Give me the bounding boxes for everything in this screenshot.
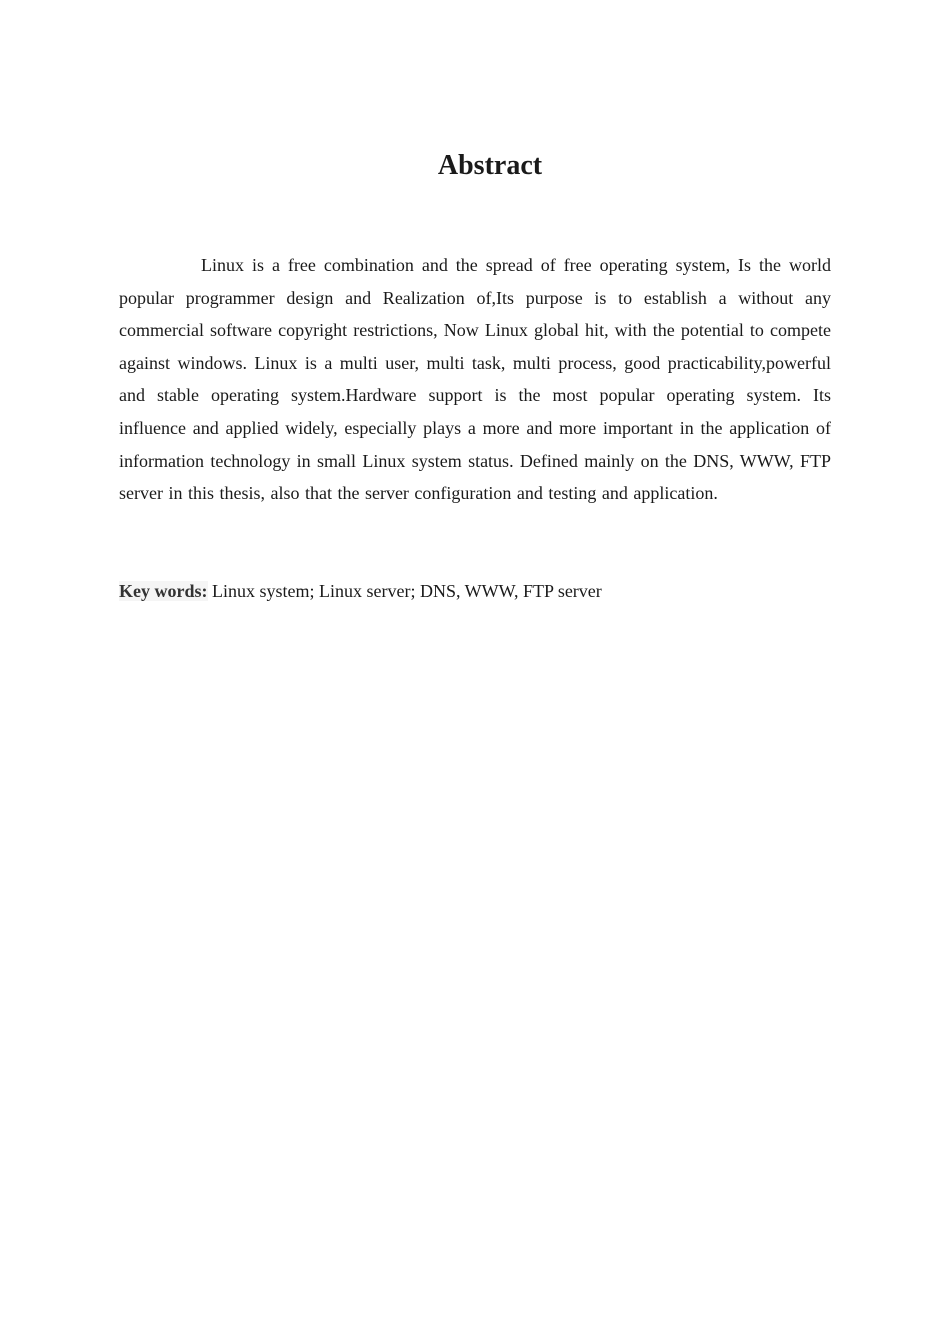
keywords-text: Linux system; Linux server; DNS, WWW, FTP server <box>207 581 602 601</box>
abstract-paragraph: Linux is a free combination and the spread of free operating system, Is the world popular programmer design and Realization of,Its purpose is to establish a without any commercial software copyright restrictions, Now Linux global hit, with the potential to compete against windows. Linux is a multi user, multi task, multi process, good practicability,powerful and stable operating system.Hardware support is the most popular operating system. Its influence and applied widely, especially plays a more and more important in the application of information technology in small Linux system status. Defined mainly on the DNS, WWW, FTP server in this thesis, also that the server configuration and testing and application. <box>119 255 831 504</box>
keywords-line <box>119 575 831 607</box>
abstract-title: Abstract <box>437 150 543 181</box>
keywords-label: Key words: <box>119 581 208 601</box>
